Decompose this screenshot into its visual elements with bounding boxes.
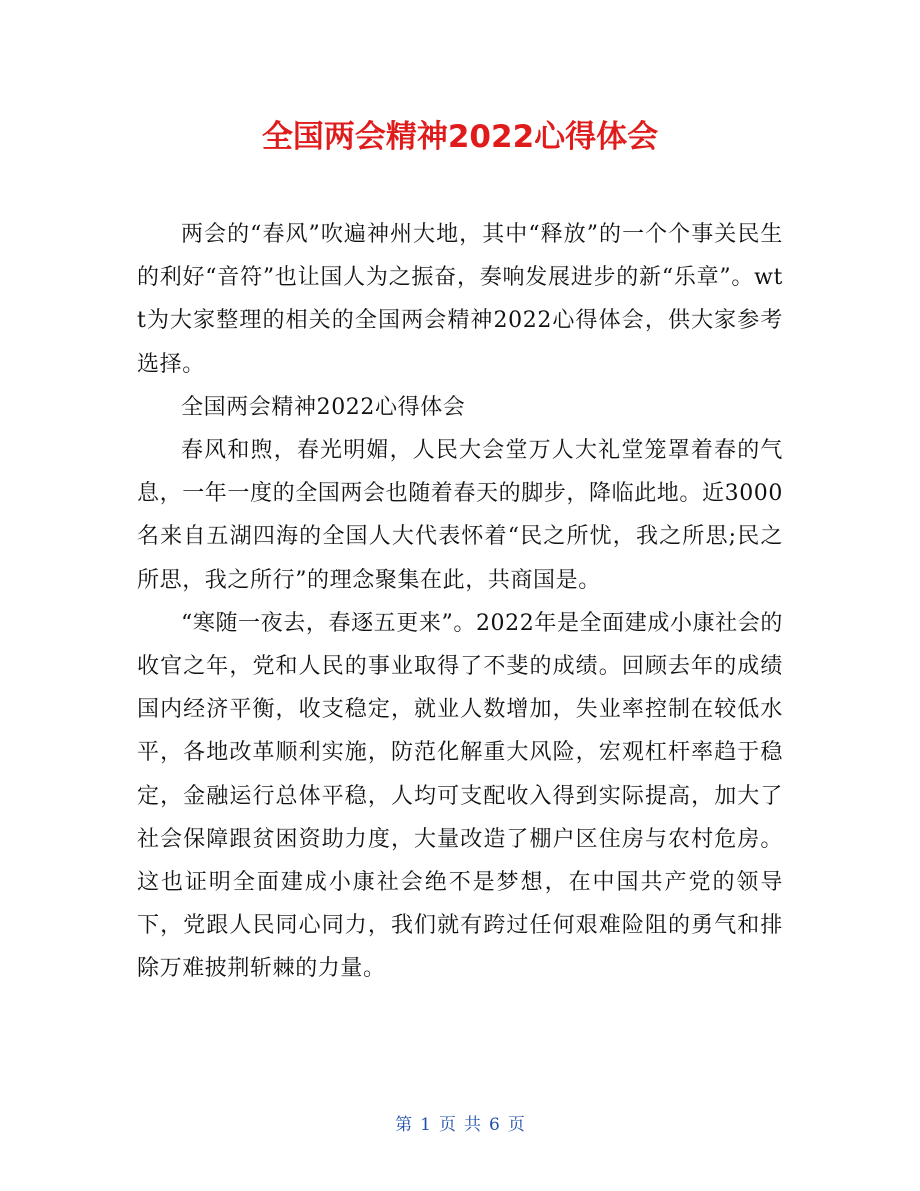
footer-prefix: 第 xyxy=(395,1115,413,1135)
footer-page-word: 页 xyxy=(439,1115,456,1135)
document-body xyxy=(137,213,783,991)
paragraph-subheading: 全国两会精神2022心得体会 xyxy=(181,394,466,420)
footer-total-prefix: 共 xyxy=(464,1115,481,1135)
paragraph-spring: 春风和煦，春光明媚，人民大会堂万人大礼堂笼罩着春的气息，一年一度的全国两会也随着春天的脚步，降临此地。近3000名来自五湖四海的全国人大代表怀着“民之所忧，我之所思;民之所思，我之所行”的理念聚集在此，共商国是。 xyxy=(137,438,783,593)
paragraph-intro: 两会的“春风”吹遍神州大地，其中“释放”的一个个事关民生的利好“音符”也让国人为之振奋，奏响发展进步的新“乐章”。wtt为大家整理的相关的全国两会精神2022心得体会，供大家参考选择。 xyxy=(137,222,783,377)
footer-total-pages: 6 xyxy=(489,1115,500,1135)
document-title: 全国两会精神2022心得体会 xyxy=(261,119,659,155)
footer-suffix: 页 xyxy=(507,1115,525,1135)
page-footer xyxy=(0,1112,920,1138)
footer-current-page: 1 xyxy=(420,1115,431,1135)
paragraph-review: “寒随一夜去，春逐五更来”。2022年是全面建成小康社会的收官之年，党和人民的事业取得了不斐的成绩。回顾去年的成绩国内经济平衡，收支稳定，就业人数增加，失业率控制在较低水平，各地改革顺利实施，防范化解重大风险，宏观杠杆率趋于稳定，金融运行总体平稳，人均可支配收入得到实际提高，加大了社会保障跟贫困资助力度，大量改造了棚户区住房与农村危房。这也证明全面建成小康社会绝不是梦想，在中国共产党的领导下，党跟人民同心同力，我们就有跨过任何艰难险阻的勇气和排除万难披荆斩棘的力量。 xyxy=(137,610,783,982)
